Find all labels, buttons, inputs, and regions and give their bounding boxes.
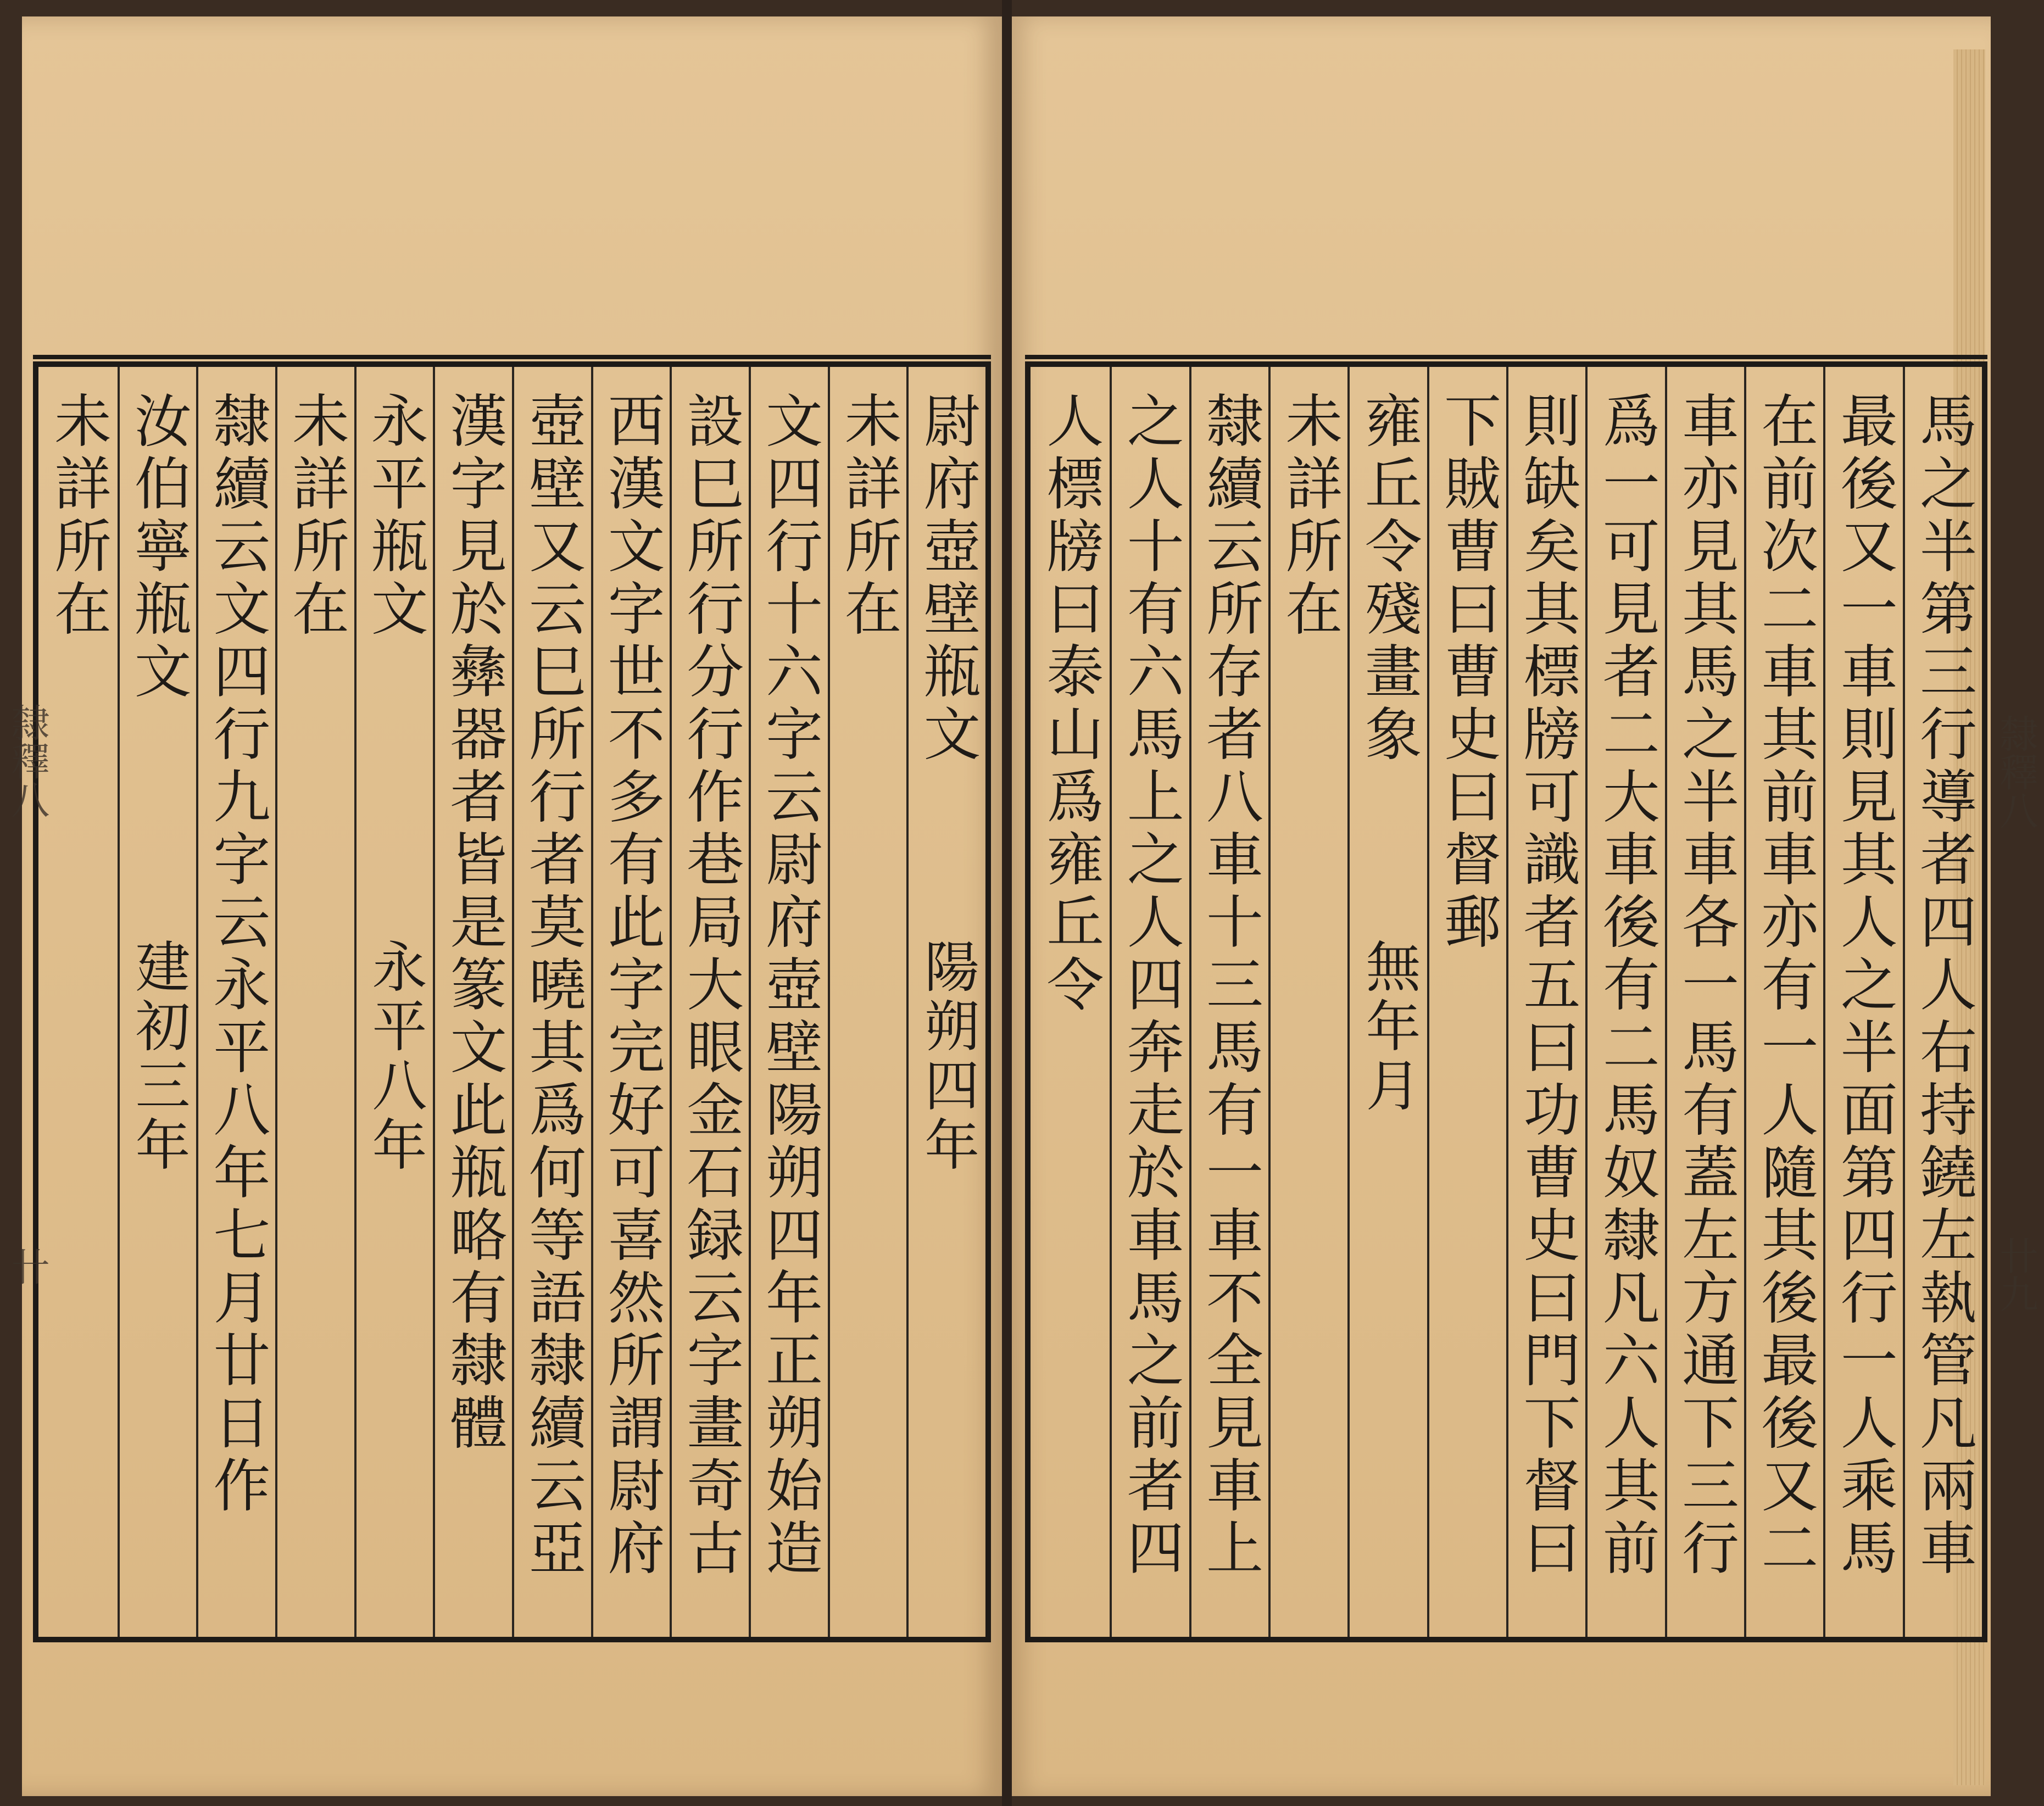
- left-column-text: 永平瓶文: [361, 391, 428, 642]
- right-column-2: [1823, 367, 1902, 1637]
- left-column-text: 尉府壺壁瓶文: [914, 391, 981, 767]
- right-column-text: 隸續云所存者八車十三馬有一車不全見車上: [1196, 391, 1264, 1581]
- right-column-5: [1585, 367, 1664, 1637]
- right-column-text: 最後又一車則見其人之半面第四行一人乘馬: [1830, 391, 1898, 1581]
- left-column-text: 西漢文字世不多有此字完好可喜然所謂尉府: [598, 391, 665, 1581]
- right-column-text: 車亦見其馬之半車各一馬有蓋左方通下三行: [1672, 391, 1740, 1581]
- left-column-7: [433, 367, 512, 1637]
- right-column-7: [1427, 367, 1506, 1637]
- left-column-text: 隸續云文四行九字云永平八年七月廿日作: [203, 391, 271, 1518]
- left-column-text: 未詳所在: [44, 391, 112, 642]
- book-spine: [1002, 0, 1012, 1806]
- right-column-3: [1744, 367, 1823, 1637]
- right-date-note: 無年月: [1356, 938, 1421, 1116]
- left-column-10: [196, 367, 275, 1637]
- right-column-10: [1189, 367, 1268, 1637]
- right-column-text: 雍丘令殘畫象: [1355, 391, 1422, 767]
- left-date-note: 建初三年: [126, 938, 191, 1175]
- frame-top-rule: [33, 355, 991, 359]
- right-text-frame: [1025, 361, 1987, 1642]
- left-column-text: 壺壁又云巳所行者莫曉其爲何等語隸續云亞: [519, 391, 587, 1581]
- left-column-text: 汝伯寧瓶文: [124, 391, 192, 704]
- left-column-5: [591, 367, 670, 1637]
- right-column-8: [1347, 367, 1427, 1637]
- frame-top-rule: [1025, 355, 1987, 359]
- left-column-text: 設巳所行分行作巷局大眼金石録云字畫奇古: [677, 391, 744, 1581]
- right-column-text: 在前次二車其前車亦有一人隨其後最後又二: [1751, 391, 1819, 1581]
- left-column-8: [354, 367, 433, 1637]
- left-column-6: [512, 367, 591, 1637]
- left-column-11: [118, 367, 197, 1637]
- right-column-text: 下賊曹曰曹史曰督郵: [1434, 391, 1502, 955]
- right-column-4: [1665, 367, 1744, 1637]
- left-text-frame: [33, 361, 991, 1642]
- right-column-text: 爲一可見者二大車後有二馬奴隸凡六人其前: [1592, 391, 1660, 1581]
- right-column-text: 馬之半第三行導者四人右持鐃左執管凡兩車: [1910, 391, 1978, 1581]
- right-column-text: 未詳所在: [1276, 391, 1343, 642]
- right-margin-mark-folio: 卄九: [1993, 1236, 2039, 1313]
- left-column-text: 文四行十六字云尉府壺壁陽朔四年正朔始造: [756, 391, 823, 1581]
- left-margin-mark-title: 隸釋八: [5, 703, 50, 818]
- left-column-text: 未詳所在: [834, 391, 902, 642]
- right-margin-mark-title: 隸釋八: [1993, 714, 2039, 829]
- left-column-9: [275, 367, 354, 1637]
- left-date-note: 永平八年: [363, 938, 427, 1175]
- left-column-text: 漢字見於彝器者皆是篆文此瓶略有隸體: [440, 391, 508, 1456]
- left-column-12: [38, 367, 118, 1637]
- right-column-6: [1506, 367, 1585, 1637]
- right-column-text: 人標牓曰泰山爲雍丘令: [1037, 391, 1104, 1017]
- left-column-text: 未詳所在: [282, 391, 350, 642]
- right-column-1: [1903, 367, 1982, 1637]
- left-column-3: [749, 367, 828, 1637]
- right-column-11: [1110, 367, 1189, 1637]
- right-column-9: [1268, 367, 1347, 1637]
- right-column-text: 則缺矣其標牓可識者五曰功曹史曰門下督曰: [1513, 391, 1581, 1581]
- left-column-4: [670, 367, 749, 1637]
- left-column-1: [906, 367, 985, 1637]
- left-margin-mark-folio: 卄: [5, 1247, 50, 1285]
- left-column-2: [828, 367, 907, 1637]
- right-column-text: 之人十有六馬上之人四奔走於車馬之前者四: [1117, 391, 1184, 1581]
- left-date-note: 陽朔四年: [915, 938, 980, 1175]
- right-column-12: [1031, 367, 1110, 1637]
